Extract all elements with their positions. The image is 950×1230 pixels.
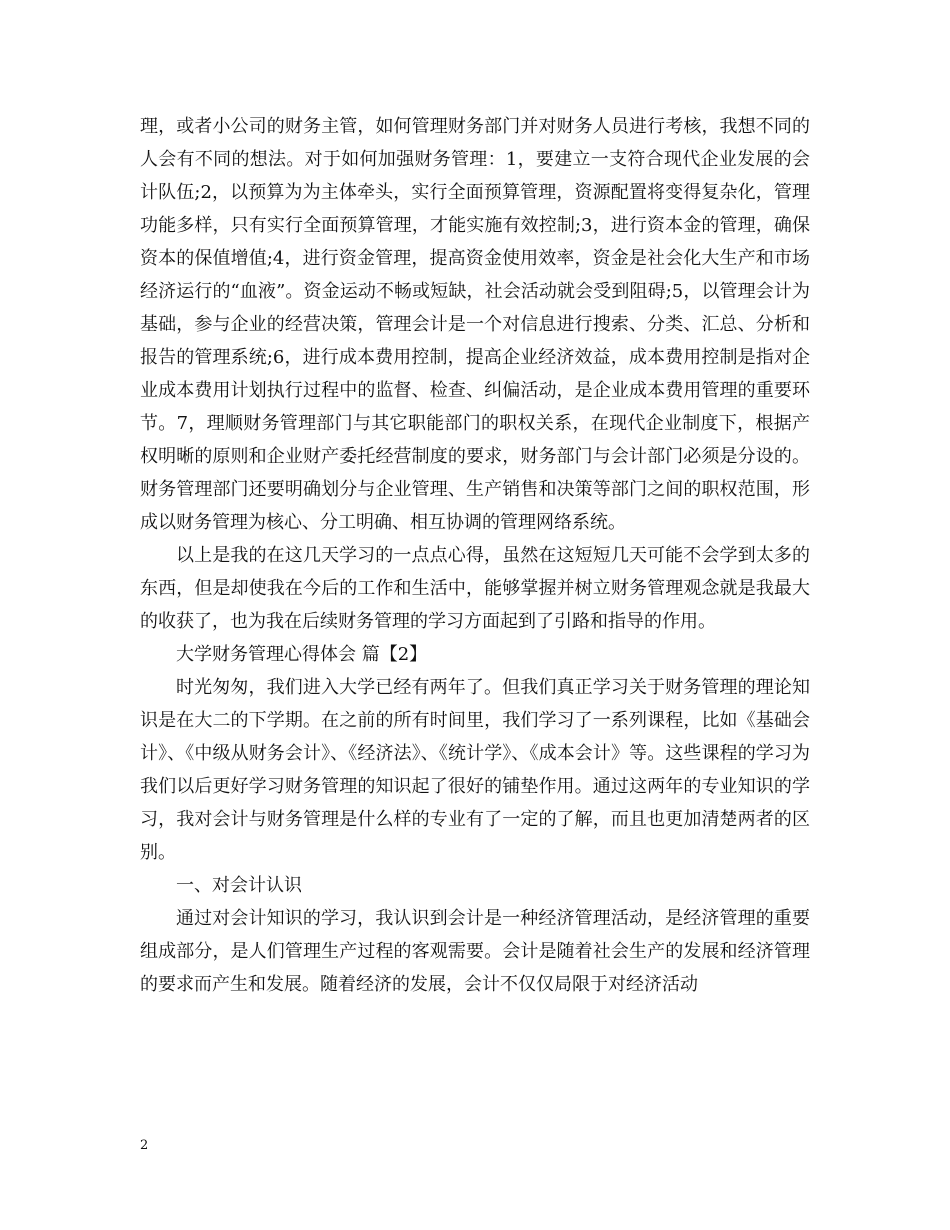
- document-body: [140, 110, 810, 1001]
- paragraph-summary: 以上是我的在这几天学习的一点点心得，虽然在这短短几天可能不会学到太多的东西，但是却使我在今后的工作和生活中，能够掌握并树立财务管理观念就是我最大的收获了，也为我在后续财务管理的学习方面起到了引路和指导的作用。: [140, 545, 810, 632]
- section-heading: 大学财务管理心得体会 篇【2】: [176, 644, 428, 665]
- subsection-heading: 一、对会计认识: [176, 875, 302, 896]
- page-number: 2: [140, 1138, 149, 1153]
- paragraph-continued: 理，或者小公司的财务主管，如何管理财务部门并对财务人员进行考核，我想不同的人会有不同的想法。对于如何加强财务管理：1，要建立一支符合现代企业发展的会计队伍;2，以预算为为主体牵头，实行全面预算管理，资源配置将变得复杂化，管理功能多样，只有实行全面预算管理，才能实施有效控制;3，进行资本金的管理，确保资本的保值增值;4，进行资金管理，提高资金使用效率，资金是社会化大生产和市场经济运行的“血液”。资金运动不畅或短缺，社会活动就会受到阻碍;5，以管理会计为基础，参与企业的经营决策，管理会计是一个对信息进行搜索、分类、汇总、分析和报告的管理系统;6，进行成本费用控制，提高企业经济效益，成本费用控制是指对企业成本费用计划执行过程中的监督、检查、纠偏活动，是企业成本费用管理的重要环节。7，理顺财务管理部门与其它职能部门的职权关系，在现代企业制度下，根据产权明晰的原则和企业财产委托经营制度的要求，财务部门与会计部门必须是分设的。财务管理部门还要明确划分与企业管理、生产销售和决策等部门之间的职权范围，形成以财务管理为核心、分工明确、相互协调的管理网络系统。: [140, 116, 810, 533]
- paragraph-intro: 时光匆匆，我们进入大学已经有两年了。但我们真正学习关于财务管理的理论知识是在大二的下学期。在之前的所有时间里，我们学习了一系列课程，比如《基础会计》、《中级从财务会计》、《经济法》、《统计学》、《成本会计》等。这些课程的学习为我们以后更好学习财务管理的知识起了很好的铺垫作用。通过这两年的专业知识的学习，我对会计与财务管理是什么样的专业有了一定的了解，而且也更加清楚两者的区别。: [140, 677, 810, 863]
- paragraph-accounting: 通过对会计知识的学习，我认识到会计是一种经济管理活动，是经济管理的重要组成部分，是人们管理生产过程的客观需要。会计是随着社会生产的发展和经济管理的要求而产生和发展。随着经济的发展，会计不仅仅局限于对经济活动: [140, 908, 810, 995]
